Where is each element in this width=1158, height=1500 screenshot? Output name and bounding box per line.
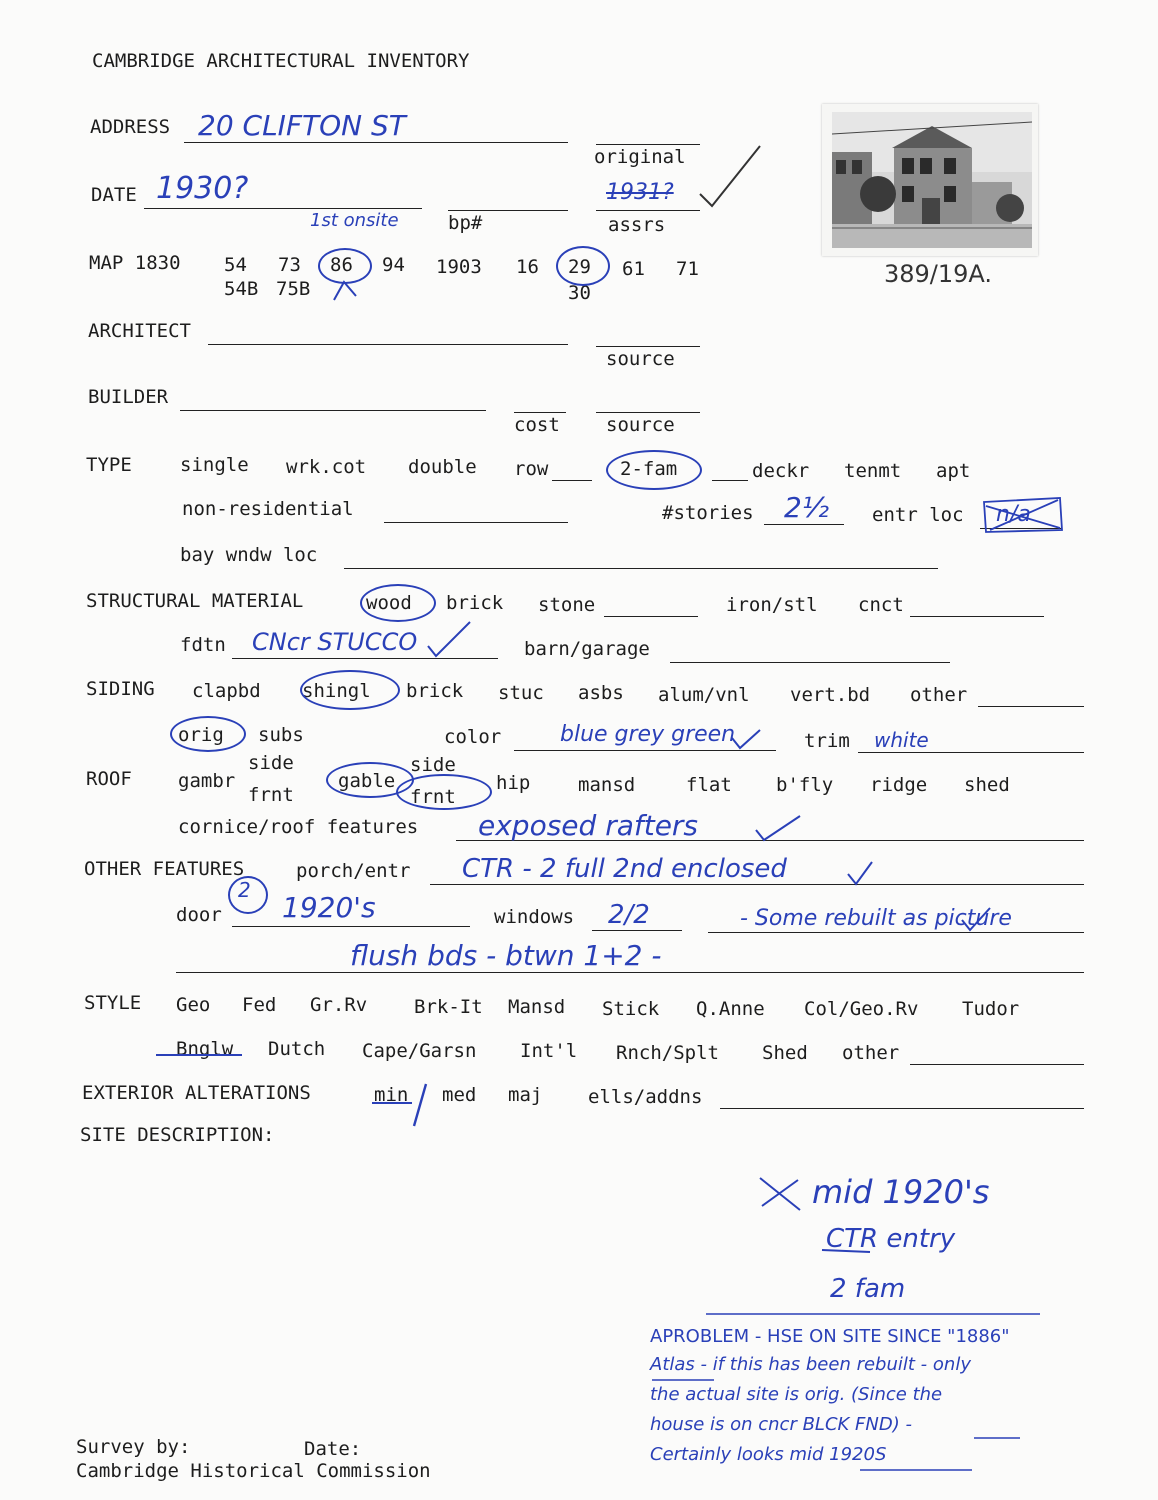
bp-label: bp#	[448, 212, 483, 234]
survey-date-label: Date:	[304, 1438, 362, 1460]
sid-subs: subs	[258, 724, 304, 746]
style-geo: Geo	[176, 994, 211, 1016]
roof-ridge: ridge	[870, 774, 928, 796]
sid-clapbd: clapbd	[192, 680, 261, 702]
color-value: blue grey green	[560, 722, 736, 747]
problem-line-1: APROBLEM - HSE ON SITE SINCE "1886"	[650, 1326, 1010, 1347]
map-sub-30: 30	[568, 282, 591, 304]
alt-med: med	[442, 1084, 477, 1106]
map-year-16: 16	[516, 256, 539, 278]
roof-label: ROOF	[86, 768, 132, 790]
roof-bfly: b'fly	[776, 774, 834, 796]
sid-brick: brick	[406, 680, 464, 702]
type-label: TYPE	[86, 454, 132, 476]
problem-line-3: the actual site is orig. (Since the	[650, 1384, 943, 1405]
style-tudor: Tudor	[962, 998, 1020, 1020]
mat-brick: brick	[446, 592, 504, 614]
roof-gambr: gambr	[178, 770, 236, 792]
date-label: DATE	[91, 184, 137, 206]
style-mansd: Mansd	[508, 996, 566, 1018]
stories-label: #stories	[662, 502, 754, 524]
mat-cnct: cnct	[858, 594, 904, 616]
sid-vert: vert.bd	[790, 684, 871, 706]
date-value: 1930?	[156, 171, 249, 206]
map-year-71: 71	[676, 258, 699, 280]
problem-line-5: Certainly looks mid 1920S	[650, 1444, 887, 1465]
roof-flat: flat	[686, 774, 732, 796]
door-count: 2	[238, 878, 251, 902]
type-row: row	[514, 458, 549, 480]
style-shed: Shed	[762, 1042, 808, 1064]
address-label: ADDRESS	[90, 116, 171, 138]
map-year-86: 86	[330, 254, 353, 276]
style-colgeo: Col/Geo.Rv	[804, 998, 919, 1020]
ext-alt-label: EXTERIOR ALTERATIONS	[82, 1082, 311, 1104]
cost-label: cost	[514, 414, 560, 436]
type-single: single	[180, 454, 249, 476]
builder-label: BUILDER	[88, 386, 169, 408]
roof-hip: hip	[496, 772, 531, 794]
siding-label: SIDING	[86, 678, 155, 700]
architect-label: ARCHITECT	[88, 320, 191, 342]
sid-stuc: stuc	[498, 682, 544, 704]
windows-note: - Some rebuilt as picture	[740, 906, 1012, 931]
door-value: 1920's	[282, 891, 376, 924]
builder-source-label: source	[606, 414, 675, 436]
other-features-label: OTHER FEATURES	[84, 858, 245, 880]
style-brkit: Brk-It	[414, 996, 483, 1018]
style-bnglw: Bnglw	[176, 1038, 234, 1060]
nonres-label: non-residential	[182, 498, 354, 520]
form-title: CAMBRIDGE ARCHITECTURAL INVENTORY	[92, 50, 470, 72]
type-2fam: 2-fam	[620, 458, 678, 480]
style-grrv: Gr.Rv	[310, 994, 368, 1016]
style-fed: Fed	[242, 994, 277, 1016]
problem-line-2: Atlas - if this has been rebuilt - only	[650, 1354, 971, 1375]
map-year-1903: 1903	[436, 256, 482, 278]
color-label: color	[444, 726, 502, 748]
style-stick: Stick	[602, 998, 660, 1020]
mat-iron: iron/stl	[726, 594, 818, 616]
style-intl: Int'l	[520, 1040, 578, 1062]
stories-value: 2½	[784, 491, 829, 524]
sid-alum: alum/vnl	[658, 684, 750, 706]
survey-by-label: Survey by:	[76, 1436, 191, 1458]
alt-ells: ells/addns	[588, 1086, 703, 1108]
alt-min: min	[374, 1084, 409, 1106]
cornice-value: exposed rafters	[478, 809, 699, 842]
photo-reference: 389/19A.	[884, 260, 993, 288]
commission-label: Cambridge Historical Commission	[76, 1460, 431, 1482]
map-year-94: 94	[382, 254, 405, 276]
alt-maj: maj	[508, 1084, 543, 1106]
door-label: door	[176, 904, 222, 926]
map-year-29: 29	[568, 256, 591, 278]
structural-label: STRUCTURAL MATERIAL	[86, 590, 304, 612]
problem-line-4: house is on cncr BLCK FND) -	[650, 1414, 912, 1435]
map-sub-75b: 75B	[276, 278, 311, 300]
mat-wood: wood	[366, 592, 412, 614]
porch-label: porch/entr	[296, 860, 411, 882]
site-note-1: mid 1920's	[812, 1173, 990, 1211]
roof-frnt-1: frnt	[248, 784, 294, 806]
architect-source-label: source	[606, 348, 675, 370]
roof-shed: shed	[964, 774, 1010, 796]
original-label: original	[594, 146, 686, 168]
roof-mansd: mansd	[578, 774, 636, 796]
type-double: double	[408, 456, 477, 478]
sid-asbs: asbs	[578, 682, 624, 704]
roof-side-1: side	[248, 752, 294, 774]
map-year-73: 73	[278, 254, 301, 276]
barn-label: barn/garage	[524, 638, 650, 660]
style-label: STYLE	[84, 992, 142, 1014]
assrs-label: assrs	[608, 214, 666, 236]
type-tenmt: tenmt	[844, 460, 902, 482]
porch-value: CTR - 2 full 2nd enclosed	[462, 854, 787, 884]
style-rnch: Rnch/Splt	[616, 1042, 719, 1064]
type-deckr: deckr	[752, 460, 810, 482]
windows-value: 2/2	[608, 900, 650, 930]
trim-label: trim	[804, 730, 850, 752]
fdtn-label: fdtn	[180, 634, 226, 656]
extra-line-value: flush bds - btwn 1+2 -	[350, 939, 662, 972]
type-apt: apt	[936, 460, 971, 482]
cornice-label: cornice/roof features	[178, 816, 419, 838]
site-note-3: 2 fam	[830, 1274, 906, 1304]
roof-frnt-2: frnt	[410, 786, 456, 808]
map-year-54: 54	[224, 254, 247, 276]
sid-shingl: shingl	[302, 680, 371, 702]
original-date-value: 1931?	[606, 180, 674, 205]
onsite-note: 1st onsite	[310, 210, 399, 231]
style-other: other	[842, 1042, 900, 1064]
fdtn-value: CNcr STUCCO	[252, 628, 418, 656]
sid-orig: orig	[178, 724, 224, 746]
type-wrkcot: wrk.cot	[286, 456, 367, 478]
trim-value: white	[874, 728, 929, 752]
windows-label: windows	[494, 906, 575, 928]
bay-label: bay wndw loc	[180, 544, 318, 566]
map-label: MAP 1830	[89, 252, 181, 274]
entr-loc-label: entr loc	[872, 504, 964, 526]
address-value: 20 CLIFTON ST	[198, 109, 406, 142]
map-year-61: 61	[622, 258, 645, 280]
site-description-label: SITE DESCRIPTION:	[80, 1124, 275, 1146]
roof-side-2: side	[410, 754, 456, 776]
style-qanne: Q.Anne	[696, 998, 765, 1020]
site-note-2: CTR entry	[826, 1224, 956, 1254]
roof-gable: gable	[338, 770, 396, 792]
style-dutch: Dutch	[268, 1038, 326, 1060]
style-cape: Cape/Garsn	[362, 1040, 477, 1062]
sid-other: other	[910, 684, 968, 706]
map-sub-54b: 54B	[224, 278, 259, 300]
entr-loc-value: n/a	[996, 502, 1031, 527]
mat-stone: stone	[538, 594, 596, 616]
